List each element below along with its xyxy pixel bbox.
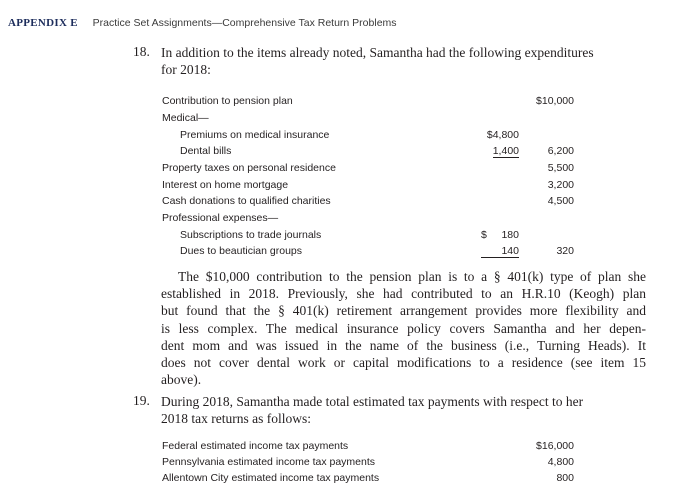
explanation-line: The $10,000 contribution to the pension plan is to a § 401(k) type of plan she	[178, 269, 646, 284]
row-label: Contribution to pension plan	[162, 95, 293, 107]
row-total: 3,200	[547, 179, 574, 191]
row-label: Cash donations to qualified charities	[162, 195, 331, 207]
explanation-line: but found that the § 401(k) retirement arrangement provides more flexibility and	[161, 303, 646, 319]
item-18-intro-line2: for 2018:	[161, 62, 211, 78]
item-19-intro-line1: During 2018, Samantha made total estimated tax payments with respect to her	[161, 394, 584, 409]
table-row	[0, 212, 700, 229]
row-subamount: 140	[481, 245, 519, 258]
row-subamount: 1,400	[492, 145, 519, 157]
row-subamount-value: 180	[501, 229, 519, 241]
explanation-line: established in 2018. Previously, she had contributed to an H.R.10 (Keogh) plan	[161, 286, 646, 302]
row-label: Allentown City estimated income tax payments	[162, 472, 380, 484]
dollar-sign: $	[481, 229, 487, 241]
page-header	[8, 17, 397, 29]
table-row	[0, 145, 700, 162]
row-total: 320	[556, 245, 574, 257]
row-label: Dental bills	[180, 145, 232, 157]
table-row	[0, 229, 700, 246]
row-label: Property taxes on personal residence	[162, 162, 336, 174]
row-amount: 4,800	[547, 456, 574, 468]
table-row	[0, 195, 700, 212]
explanation-line: does not cover dental work or capital modifications to a residence (see item 15	[161, 355, 646, 371]
row-label: Subscriptions to trade journals	[180, 229, 322, 241]
row-amount: 800	[556, 472, 574, 484]
row-label: Dues to beautician groups	[180, 245, 302, 257]
explanation-line: is less complex. The medical insurance policy covers Samantha and her depen-	[161, 320, 646, 336]
table-row	[0, 95, 700, 112]
table-row	[0, 440, 700, 457]
table-row	[0, 162, 700, 179]
header-title: Practice Set Assignments—Comprehensive Tax Return Problems	[92, 17, 397, 29]
row-label: Medical—	[162, 112, 209, 124]
row-total: $10,000	[536, 95, 574, 107]
row-subamount	[481, 229, 519, 241]
row-total: 4,500	[547, 195, 574, 207]
row-label: Premiums on medical insurance	[180, 129, 330, 141]
table-row	[0, 129, 700, 146]
item-18-intro-line1: In addition to the items already noted, Samantha had the following expenditures	[161, 45, 594, 60]
table-row	[0, 179, 700, 196]
row-label: Professional expenses—	[162, 212, 279, 224]
table-row	[0, 456, 700, 473]
row-amount: $16,000	[536, 440, 574, 452]
row-subamount: $4,800	[486, 129, 519, 141]
item-19-number: 19.	[133, 393, 150, 408]
row-total: 6,200	[547, 145, 574, 157]
item-19-intro-line2: 2018 tax returns as follows:	[161, 411, 311, 427]
item-18-explanation	[161, 268, 646, 388]
table-row	[0, 112, 700, 129]
table-row	[0, 245, 700, 262]
item-19-intro	[161, 393, 646, 427]
explanation-line: dent mom and was issued in the name of the business (i.e., Turning Heads). It	[161, 337, 646, 353]
row-label: Interest on home mortgage	[162, 179, 289, 191]
row-label: Pennsylvania estimated income tax payments	[162, 456, 376, 468]
row-label: Federal estimated income tax payments	[162, 440, 349, 452]
item-18-intro	[161, 44, 646, 78]
appendix-label: APPENDIX E	[8, 17, 78, 29]
item-18-number: 18.	[133, 44, 150, 59]
row-total: 5,500	[547, 162, 574, 174]
table-row	[0, 472, 700, 489]
explanation-line: above).	[161, 372, 202, 388]
